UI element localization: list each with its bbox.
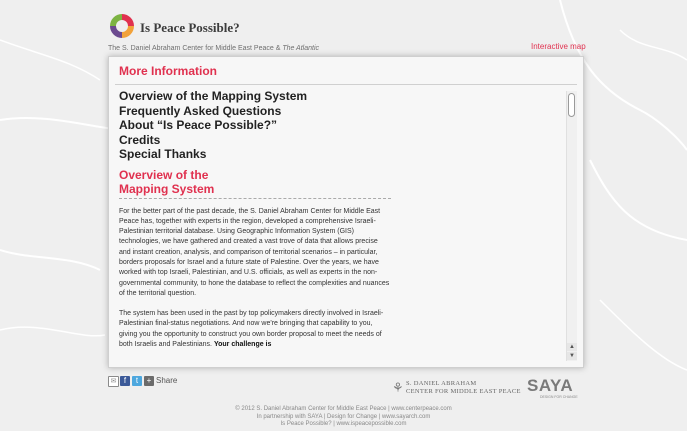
scroll-down-arrow-icon[interactable]: ▼ <box>567 352 577 360</box>
nav-item-special-thanks[interactable]: Special Thanks <box>119 147 207 161</box>
scroll-up-arrow-icon[interactable]: ▲ <box>567 343 577 351</box>
interactive-map-link[interactable]: Interactive map <box>531 42 586 51</box>
twitter-share-icon[interactable]: t <box>132 376 142 386</box>
nav-item-faq[interactable]: Frequently Asked Questions <box>119 103 282 118</box>
page-footer <box>0 406 687 429</box>
site-subtitle: The S. Daniel Abraham Center for Middle East Peace & The Atlantic <box>108 45 320 52</box>
saya-logo[interactable] <box>527 376 585 400</box>
panel-scrollbar[interactable] <box>566 91 577 361</box>
panel-header <box>109 57 583 83</box>
footer-copyright: © 2012 S. Daniel Abraham Center for Middle East Peace | www.centerpeace.com <box>235 406 452 412</box>
share-label[interactable]: Share <box>156 376 178 385</box>
section-divider <box>119 198 391 199</box>
site-title: Is Peace Possible? <box>140 20 240 35</box>
overview-paragraph-1: For the better part of the past decade, the S. Daniel Abraham Center for Middle East Peace has, together with experts in the region, developed a comprehensive Israeli-Palestinian territorial database. Using Geographic Information System (GIS) technologies, we have gathered and created a vast trove of data that allows precise and instant creation, analysis, and comparison of territorial scenarios – in particular, borders proposals for Israel and a future state of Palestine. Over the years, we have worked with top Israeli, Palestinian, and U.S. officials, as well as experts in the non-governmental community, to hone the database to reflect the complexities and nuances of the territorial question. <box>119 207 390 297</box>
panel-scroll-content[interactable] <box>119 89 559 365</box>
abraham-emblem-icon: ⚘ <box>392 380 404 395</box>
overview-paragraph-2: The system has been used in the past by top policymakers directly involved in Israeli-Palestinian final-status negotiations. And now we're bringing that capability to you, giving you the opportunity to construct you own border proposal to meet the needs of both Israelis and Palestinians. Your challenge is <box>119 310 384 349</box>
section-heading-overview: Overview of the Mapping System <box>119 167 215 196</box>
nav-item-about[interactable]: About “Is Peace Possible?” <box>119 118 278 132</box>
footer-site: Is Peace Possible? | www.ispeacepossible.com <box>280 421 407 427</box>
nav-item-overview[interactable]: Overview of the Mapping System <box>119 89 308 103</box>
email-share-icon[interactable]: ✉ <box>108 376 119 387</box>
abraham-center-logo[interactable] <box>392 380 522 400</box>
abraham-name-line2: CENTER FOR MIDDLE EAST PEACE <box>406 388 521 395</box>
peace-ring-logo-icon <box>108 12 136 40</box>
abraham-name-line1: S. DANIEL ABRAHAM <box>406 380 477 387</box>
facebook-share-icon[interactable]: f <box>120 376 130 386</box>
panel-title: More Information <box>119 64 217 78</box>
more-information-panel <box>108 56 584 368</box>
more-share-icon[interactable]: + <box>144 376 154 386</box>
saya-tagline: DESIGN FOR CHANGE <box>540 395 578 399</box>
footer-partnership: In partnership with SAYA | Design for Change | www.sayarch.com <box>256 413 431 420</box>
saya-wordmark: SAYA <box>527 376 574 395</box>
scrollbar-thumb[interactable] <box>568 93 575 117</box>
nav-item-credits[interactable]: Credits <box>119 132 161 147</box>
section-nav <box>119 89 559 162</box>
panel-divider <box>115 84 577 85</box>
